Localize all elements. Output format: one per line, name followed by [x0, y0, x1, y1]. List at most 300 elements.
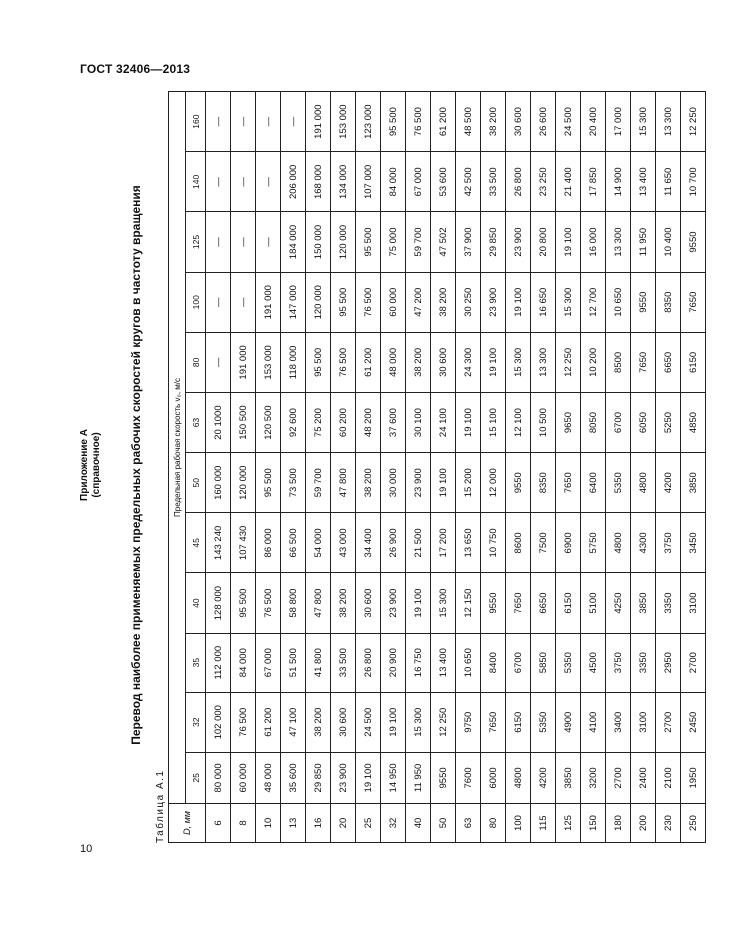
table-row	[431, 92, 456, 843]
rpm-cell: 11 950	[631, 212, 656, 272]
rpm-cell: 12 250	[431, 692, 456, 752]
rpm-cell: 26 600	[531, 92, 556, 152]
rpm-cell: 191 000	[306, 92, 331, 152]
rpm-cell: 112 000	[206, 633, 231, 692]
diameter-cell: 20	[331, 804, 356, 843]
rpm-cell: 19 100	[481, 332, 506, 392]
table-row	[331, 92, 356, 843]
rpm-cell: 12 150	[456, 573, 481, 633]
rpm-cell: 120 000	[306, 272, 331, 332]
rpm-cell: 76 500	[356, 272, 381, 332]
rpm-cell: 59 700	[406, 212, 431, 272]
diameter-cell: 10	[256, 804, 281, 843]
rpm-cell: 5250	[656, 392, 681, 452]
rpm-cell: 19 100	[431, 453, 456, 513]
diameter-cell: 200	[631, 804, 656, 843]
rpm-cell: 30 600	[331, 692, 356, 752]
rpm-cell: 30 600	[506, 92, 531, 152]
rpm-cell: —	[206, 92, 231, 152]
rpm-cell: 5750	[581, 513, 606, 573]
rpm-cell: 13 650	[456, 513, 481, 573]
rpm-cell: 61 200	[431, 92, 456, 152]
rpm-cell: 3400	[606, 692, 631, 752]
rpm-cell: 15 100	[481, 392, 506, 452]
rpm-cell: 9650	[556, 392, 581, 452]
rpm-cell: 2100	[656, 752, 681, 803]
rpm-cell: 59 700	[306, 453, 331, 513]
rpm-cell: 9550	[631, 272, 656, 332]
rpm-cell: 8050	[581, 392, 606, 452]
rpm-cell: 143 240	[206, 513, 231, 573]
diameter-cell: 180	[606, 804, 631, 843]
table-row	[606, 92, 631, 843]
rpm-cell: 3100	[681, 573, 706, 633]
diameter-cell: 16	[306, 804, 331, 843]
rpm-cell: 30 100	[406, 392, 431, 452]
rpm-cell: 3750	[656, 513, 681, 573]
rpm-cell: 13 300	[531, 332, 556, 392]
rpm-cell: 73 500	[281, 453, 306, 513]
speed-header-100: 100	[186, 272, 206, 332]
rpm-cell: 38 200	[356, 453, 381, 513]
rpm-cell: 107 000	[356, 152, 381, 212]
rpm-cell: 75 200	[306, 392, 331, 452]
rpm-cell: 61 200	[256, 692, 281, 752]
rpm-cell: 51 500	[281, 633, 306, 692]
rpm-cell: 2950	[656, 633, 681, 692]
rpm-cell: 15 300	[431, 573, 456, 633]
rpm-cell: 107 430	[231, 513, 256, 573]
rpm-cell: 29 850	[306, 752, 331, 803]
rpm-cell: 7650	[556, 453, 581, 513]
diameter-cell: 63	[456, 804, 481, 843]
table-row	[531, 92, 556, 843]
rpm-cell: 67 000	[406, 152, 431, 212]
rpm-cell: 7600	[456, 752, 481, 803]
rpm-cell: 24 300	[456, 332, 481, 392]
rpm-cell: 4850	[681, 392, 706, 452]
table-row	[506, 92, 531, 843]
rpm-cell: —	[206, 212, 231, 272]
rpm-cell: 21 500	[406, 513, 431, 573]
rpm-cell: —	[256, 152, 281, 212]
rpm-cell: 12 250	[556, 332, 581, 392]
rpm-cell: 6000	[481, 752, 506, 803]
rpm-cell: 76 500	[331, 332, 356, 392]
rpm-cell: 5850	[531, 633, 556, 692]
rpm-cell: 15 300	[406, 692, 431, 752]
rpm-cell: 5350	[606, 453, 631, 513]
rpm-cell: 6400	[581, 453, 606, 513]
rpm-cell: 4200	[531, 752, 556, 803]
rpm-cell: 95 500	[231, 573, 256, 633]
table-row	[631, 92, 656, 843]
rpm-cell: —	[231, 212, 256, 272]
rpm-cell: 60 000	[231, 752, 256, 803]
rpm-cell: 6150	[506, 692, 531, 752]
table-row	[231, 92, 256, 843]
rpm-cell: 20 400	[581, 92, 606, 152]
rpm-cell: 30 250	[456, 272, 481, 332]
rpm-cell: 16 650	[531, 272, 556, 332]
rpm-cell: —	[206, 272, 231, 332]
diameter-cell: 80	[481, 804, 506, 843]
diameter-cell: 250	[681, 804, 706, 843]
rpm-cell: 8600	[506, 513, 531, 573]
rpm-cell: 76 500	[406, 92, 431, 152]
rpm-cell: 147 000	[281, 272, 306, 332]
rpm-cell: 48 500	[456, 92, 481, 152]
speed-header-32: 32	[186, 692, 206, 752]
rpm-cell: 10 750	[481, 513, 506, 573]
rpm-cell: 123 000	[356, 92, 381, 152]
rpm-cell: 38 200	[306, 692, 331, 752]
rpm-cell: 10 650	[456, 633, 481, 692]
rpm-cell: 60 000	[381, 272, 406, 332]
annex-title: Приложение А	[79, 429, 90, 501]
rpm-cell: 9750	[456, 692, 481, 752]
rpm-cell: 26 900	[381, 513, 406, 573]
rpm-cell: 33 500	[481, 152, 506, 212]
rpm-cell: 17 000	[606, 92, 631, 152]
rpm-cell: 38 200	[481, 92, 506, 152]
rpm-cell: 3200	[581, 752, 606, 803]
rpm-cell: 2700	[606, 752, 631, 803]
diameter-cell: 230	[656, 804, 681, 843]
rpm-cell: 33 500	[331, 633, 356, 692]
header-row-span	[169, 92, 186, 843]
diameter-cell: 50	[431, 804, 456, 843]
diameter-column-header: D, мм	[169, 804, 206, 843]
page-number: 10	[80, 843, 93, 855]
rpm-cell: 95 500	[381, 92, 406, 152]
rpm-cell: 47 800	[306, 573, 331, 633]
rpm-cell: 19 100	[406, 573, 431, 633]
rpm-cell: 120 500	[256, 392, 281, 452]
rpm-cell: 66 500	[281, 513, 306, 573]
rpm-cell: 9550	[506, 453, 531, 513]
rpm-cell: 47 100	[281, 692, 306, 752]
rpm-cell: —	[281, 92, 306, 152]
rpm-cell: 5350	[531, 692, 556, 752]
rpm-cell: 12 100	[506, 392, 531, 452]
annex-heading	[79, 87, 103, 843]
rpm-cell: 17 200	[431, 513, 456, 573]
rpm-cell: 84 000	[381, 152, 406, 212]
diameter-cell: 6	[206, 804, 231, 843]
rpm-cell: 26 800	[506, 152, 531, 212]
rpm-cell: 6900	[556, 513, 581, 573]
diameter-cell: 115	[531, 804, 556, 843]
rpm-cell: 42 500	[456, 152, 481, 212]
rpm-cell: 30 600	[431, 332, 456, 392]
rpm-cell: 12 700	[581, 272, 606, 332]
speed-header-63: 63	[186, 392, 206, 452]
rpm-cell: 23 900	[381, 573, 406, 633]
rpm-cell: 10 650	[606, 272, 631, 332]
table-label: Таблица А.1	[155, 769, 166, 843]
rpm-cell: 17 850	[581, 152, 606, 212]
rpm-cell: 11 950	[406, 752, 431, 803]
rpm-cell: 3350	[631, 633, 656, 692]
rpm-cell: 150 000	[306, 212, 331, 272]
rpm-cell: 35 600	[281, 752, 306, 803]
rpm-cell: 48 200	[356, 392, 381, 452]
rpm-cell: 80 000	[206, 752, 231, 803]
rpm-cell: 23 250	[531, 152, 556, 212]
rpm-cell: 10 500	[531, 392, 556, 452]
rpm-cell: 3750	[606, 633, 631, 692]
rpm-cell: 61 200	[356, 332, 381, 392]
diameter-cell: 25	[356, 804, 381, 843]
rpm-cell: 7650	[481, 692, 506, 752]
rpm-cell: 128 000	[206, 573, 231, 633]
table-row	[256, 92, 281, 843]
rpm-cell: 2700	[656, 692, 681, 752]
rpm-cell: 47 200	[406, 272, 431, 332]
rpm-cell: 24 100	[431, 392, 456, 452]
rpm-cell: —	[256, 212, 281, 272]
rpm-cell: 6700	[506, 633, 531, 692]
diameter-cell: 100	[506, 804, 531, 843]
rpm-cell: 191 000	[231, 332, 256, 392]
rpm-cell: 8350	[656, 272, 681, 332]
rpm-cell: 54 000	[306, 513, 331, 573]
rpm-cell: 21 400	[556, 152, 581, 212]
document-header: ГОСТ 32406—2013	[80, 62, 191, 76]
rpm-cell: 102 000	[206, 692, 231, 752]
rpm-cell: 7650	[506, 573, 531, 633]
table-row	[281, 92, 306, 843]
rpm-cell: 10 200	[581, 332, 606, 392]
rpm-cell: 3850	[631, 573, 656, 633]
rpm-cell: 24 500	[356, 692, 381, 752]
rpm-cell: 9550	[681, 212, 706, 272]
rpm-cell: 20 1000	[206, 392, 231, 452]
rpm-cell: 168 000	[306, 152, 331, 212]
rpm-cell: 76 500	[231, 692, 256, 752]
rpm-cell: 12 250	[681, 92, 706, 152]
rpm-cell: 6650	[656, 332, 681, 392]
rpm-cell: 4100	[581, 692, 606, 752]
rpm-cell: 26 800	[356, 633, 381, 692]
rpm-cell: 10 700	[681, 152, 706, 212]
rpm-cell: 3350	[656, 573, 681, 633]
rpm-cell: 24 500	[556, 92, 581, 152]
speed-header-45: 45	[186, 513, 206, 573]
speed-header-125: 125	[186, 212, 206, 272]
table-row	[206, 92, 231, 843]
rpm-cell: 4300	[631, 513, 656, 573]
rpm-cell: —	[231, 152, 256, 212]
rpm-cell: 95 500	[256, 453, 281, 513]
speed-header-40: 40	[186, 573, 206, 633]
rpm-cell: 5100	[581, 573, 606, 633]
rpm-cell: 53 600	[431, 152, 456, 212]
diameter-cell: 8	[231, 804, 256, 843]
speed-span-header: Предельная рабочая скорость v₀, м/с	[169, 92, 186, 804]
rpm-cell: 67 000	[256, 633, 281, 692]
table-row	[356, 92, 381, 843]
rpm-cell: 150 500	[231, 392, 256, 452]
rpm-cell: 19 100	[556, 212, 581, 272]
rpm-cell: 7650	[681, 272, 706, 332]
rpm-cell: 5350	[556, 633, 581, 692]
rpm-cell: —	[256, 92, 281, 152]
rpm-cell: 1950	[681, 752, 706, 803]
speed-header-80: 80	[186, 332, 206, 392]
rpm-cell: 37 900	[456, 212, 481, 272]
speed-header-160: 160	[186, 92, 206, 152]
table-row	[481, 92, 506, 843]
rpm-cell: 191 000	[256, 272, 281, 332]
rpm-cell: 153 000	[256, 332, 281, 392]
rpm-cell: 95 500	[356, 212, 381, 272]
rpm-cell: 30 000	[381, 453, 406, 513]
rpm-cell: 134 000	[331, 152, 356, 212]
rpm-cell: 3850	[556, 752, 581, 803]
rpm-cell: 7650	[631, 332, 656, 392]
rpm-cell: 23 900	[406, 453, 431, 513]
rpm-cell: 19 100	[456, 392, 481, 452]
rpm-cell: 23 900	[481, 272, 506, 332]
speed-header-35: 35	[186, 633, 206, 692]
rpm-cell: 23 900	[506, 212, 531, 272]
rpm-cell: 14 900	[606, 152, 631, 212]
rpm-cell: 30 600	[356, 573, 381, 633]
rpm-cell: 20 800	[531, 212, 556, 272]
rpm-cell: 8500	[606, 332, 631, 392]
rpm-cell: 9550	[481, 573, 506, 633]
table-row	[556, 92, 581, 843]
rpm-cell: 38 200	[431, 272, 456, 332]
rpm-cell: 120 000	[331, 212, 356, 272]
rpm-cell: 48 000	[256, 752, 281, 803]
rpm-cell: 4800	[631, 453, 656, 513]
rpm-cell: 86 000	[256, 513, 281, 573]
rpm-cell: 7500	[531, 513, 556, 573]
diameter-cell: 32	[381, 804, 406, 843]
rpm-cell: 9550	[431, 752, 456, 803]
rpm-cell: 153 000	[331, 92, 356, 152]
rpm-cell: 16 750	[406, 633, 431, 692]
rpm-cell: —	[231, 92, 256, 152]
rpm-cell: 206 000	[281, 152, 306, 212]
annex-subtitle: (справочное)	[91, 432, 102, 498]
rpm-cell: 6650	[531, 573, 556, 633]
rpm-cell: 38 200	[331, 573, 356, 633]
rpm-cell: 4800	[506, 752, 531, 803]
rpm-cell: 58 800	[281, 573, 306, 633]
rpm-cell: 29 850	[481, 212, 506, 272]
conversion-table	[168, 91, 706, 843]
document-title: Перевод наиболее применяемых предельных рабочих скоростей кругов в частоту вращения	[129, 185, 143, 745]
table-row	[581, 92, 606, 843]
rpm-cell: 19 100	[506, 272, 531, 332]
diameter-cell: 150	[581, 804, 606, 843]
rpm-cell: 43 000	[331, 513, 356, 573]
rotated-page-content	[79, 87, 741, 843]
rpm-cell: 13 300	[606, 212, 631, 272]
rpm-cell: 6050	[631, 392, 656, 452]
rpm-cell: 3450	[681, 513, 706, 573]
table-row	[656, 92, 681, 843]
rpm-cell: 10 400	[656, 212, 681, 272]
rpm-cell: 19 100	[356, 752, 381, 803]
rpm-cell: 12 000	[481, 453, 506, 513]
speed-header-25: 25	[186, 752, 206, 803]
rpm-cell: 75 000	[381, 212, 406, 272]
rpm-cell: 2700	[681, 633, 706, 692]
rpm-cell: 15 300	[506, 332, 531, 392]
rpm-cell: 120 000	[231, 453, 256, 513]
rpm-cell: 41 800	[306, 633, 331, 692]
rpm-cell: 3100	[631, 692, 656, 752]
rpm-cell: 37 600	[381, 392, 406, 452]
rpm-cell: 13 300	[656, 92, 681, 152]
rpm-cell: 11 650	[656, 152, 681, 212]
table-body	[206, 92, 706, 843]
rpm-cell: 3850	[681, 453, 706, 513]
rpm-cell: 14 950	[381, 752, 406, 803]
rpm-cell: 20 900	[381, 633, 406, 692]
rpm-cell: 2450	[681, 692, 706, 752]
rpm-cell: 160 000	[206, 453, 231, 513]
rpm-cell: 4500	[581, 633, 606, 692]
rpm-cell: 84 000	[231, 633, 256, 692]
table-row	[456, 92, 481, 843]
rpm-cell: 23 900	[331, 752, 356, 803]
rpm-cell: 13 400	[431, 633, 456, 692]
rpm-cell: 4800	[606, 513, 631, 573]
diameter-cell: 125	[556, 804, 581, 843]
rpm-cell: 13 400	[631, 152, 656, 212]
rpm-cell: 6700	[606, 392, 631, 452]
rpm-cell: 15 200	[456, 453, 481, 513]
rpm-cell: 34 400	[356, 513, 381, 573]
rpm-cell: 4900	[556, 692, 581, 752]
rpm-cell: 19 100	[381, 692, 406, 752]
rpm-cell: 4250	[606, 573, 631, 633]
rpm-cell: 4200	[656, 453, 681, 513]
rpm-cell: 48 000	[381, 332, 406, 392]
rpm-cell: 15 300	[631, 92, 656, 152]
table-row	[306, 92, 331, 843]
rpm-cell: —	[206, 152, 231, 212]
rpm-cell: 8350	[531, 453, 556, 513]
rpm-cell: 15 300	[556, 272, 581, 332]
rpm-cell: 60 200	[331, 392, 356, 452]
rpm-cell: 95 500	[306, 332, 331, 392]
rpm-cell: 47 502	[431, 212, 456, 272]
rpm-cell: 118 000	[281, 332, 306, 392]
header-row-speeds	[186, 92, 206, 843]
rpm-cell: 38 200	[406, 332, 431, 392]
rpm-cell: 8400	[481, 633, 506, 692]
speed-header-50: 50	[186, 453, 206, 513]
rpm-cell: 2400	[631, 752, 656, 803]
rpm-cell: 76 500	[256, 573, 281, 633]
diameter-cell: 13	[281, 804, 306, 843]
table-row	[381, 92, 406, 843]
rpm-cell: 95 500	[331, 272, 356, 332]
diameter-cell: 40	[406, 804, 431, 843]
rpm-cell: 184 000	[281, 212, 306, 272]
table-row	[681, 92, 706, 843]
rpm-cell: 16 000	[581, 212, 606, 272]
table-row	[406, 92, 431, 843]
rpm-cell: 6150	[556, 573, 581, 633]
